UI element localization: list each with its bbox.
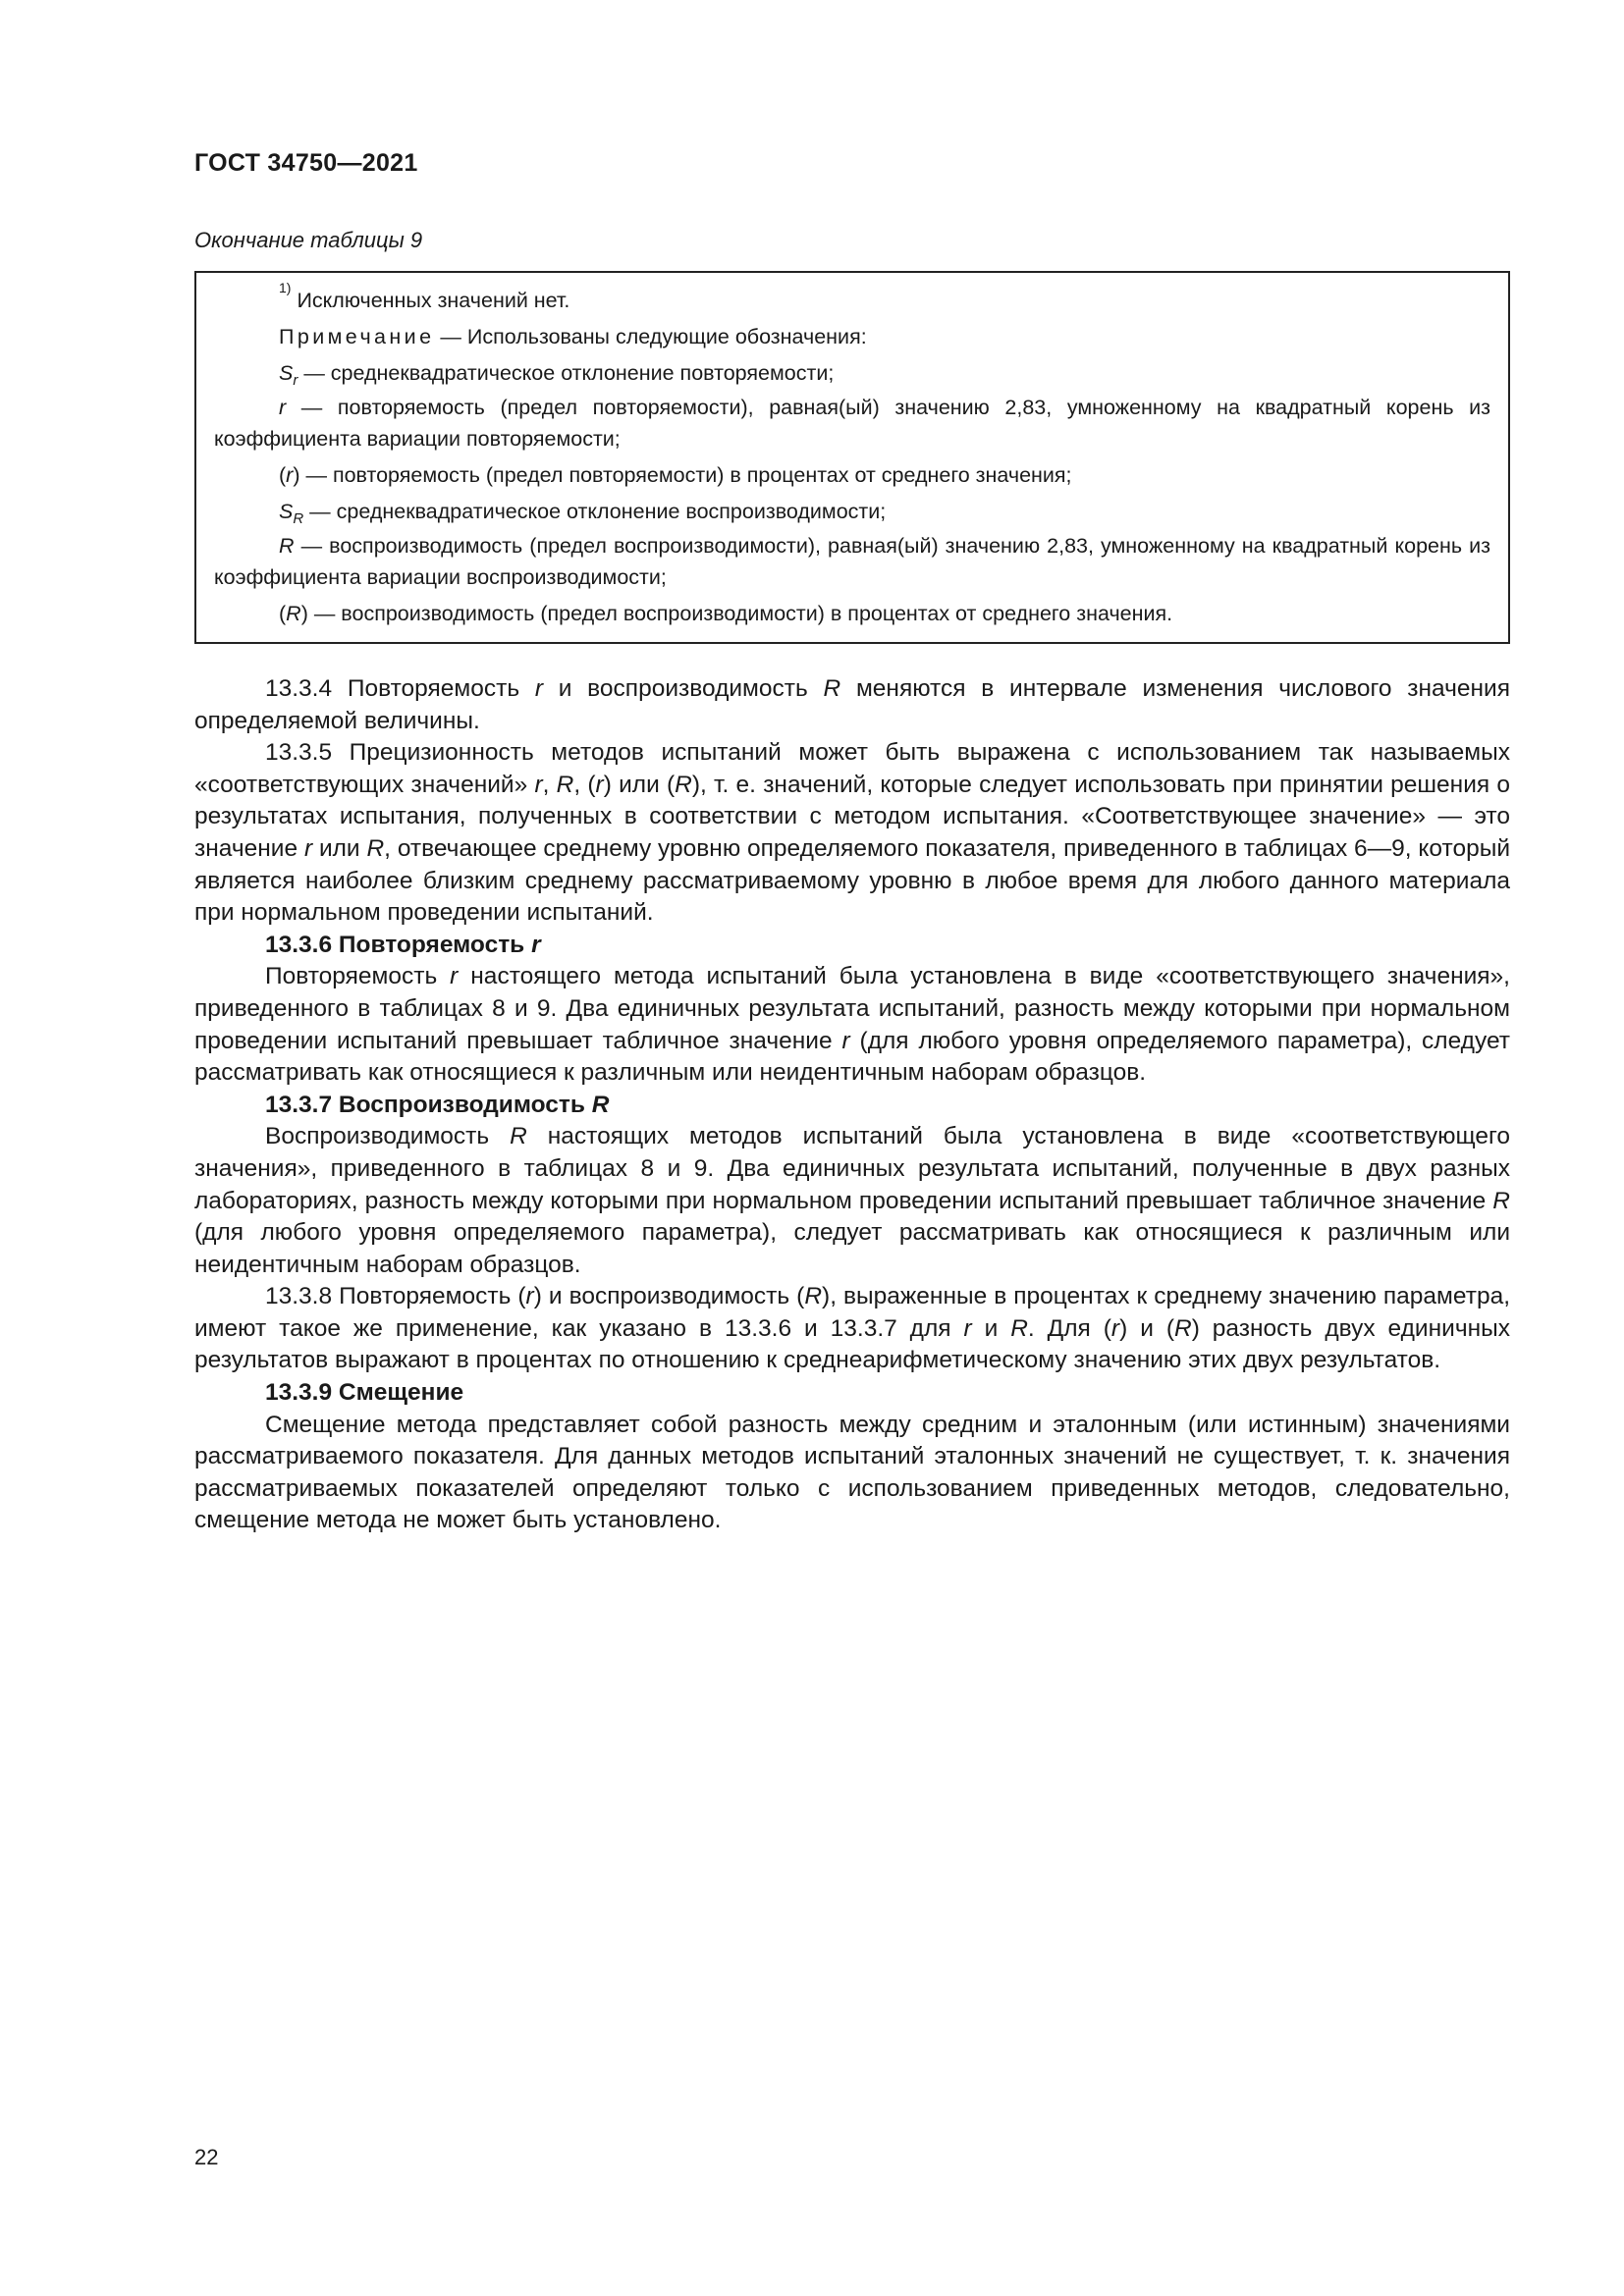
note-intro: [214, 319, 1490, 355]
footnote: [214, 280, 1490, 319]
definition: — среднеквадратическое отклонение воспроизводимости;: [303, 500, 887, 523]
document-header: ГОСТ 34750—2021: [194, 149, 418, 177]
definition: ) — воспроизводимость (предел воспроизводимости) в процентах от среднего значения.: [300, 602, 1173, 625]
heading-13-3-6: 13.3.6 Повторяемость r: [265, 931, 541, 958]
footnote-text: Исключенных значений нет.: [297, 289, 570, 312]
definition: — повторяемость (предел повторяемости), равная(ый) значению 2,83, умноженному на квадратный корень из коэффициента вариации повторяемости;: [214, 396, 1490, 451]
paragraph-13-3-8: 13.3.8 Повторяемость (r) и воспроизводимость (R), выраженные в процентах к среднему значению параметра, имеют такое же применение, как указано в 13.3.6 и 13.3.7 для r и R. Для (r) и (R) разность двух единичных результатов выражают в процентах по отношению к среднеарифметическому значению этих двух результатов.: [194, 1283, 1510, 1374]
symbol: r: [279, 396, 287, 419]
note-item-R: [214, 530, 1490, 593]
symbol: S: [279, 500, 294, 523]
note-intro-text: — Использованы следующие обозначения:: [434, 325, 867, 348]
symbol-subscript: r: [293, 372, 298, 389]
note-item-sr: [214, 355, 1490, 392]
table-notes-box: [194, 271, 1510, 644]
definition: ) — повторяемость (предел повторяемости) в процентах от среднего значения;: [293, 463, 1072, 487]
note-item-R-percent: (R) — воспроизводимость (предел воспроизводимости) в процентах от среднего значения.: [279, 602, 1173, 625]
paragraph-13-3-6: Повторяемость r настоящего метода испытаний была установлена в виде «соответствующего значения», приведенного в таблицах 8 и 9. Два единичных результата испытаний, разность между которыми при нормальном проведении испытаний превышает табличное значение r (для любого уровня определяемого параметра), следует рассматривать как относящиеся к различным или неидентичным наборам образцов.: [194, 963, 1510, 1087]
heading-13-3-9: 13.3.9 Смещение: [265, 1379, 464, 1407]
note-item-r-percent: (r) — повторяемость (предел повторяемости) в процентах от среднего значения;: [279, 463, 1072, 487]
note-item-r: [214, 392, 1490, 454]
paragraph-13-3-7: Воспроизводимость R настоящих методов испытаний была установлена в виде «соответствующего значения», приведенного в таблицах 8 и 9. Два единичных результата испытаний, полученные в двух разных лабораториях, разность между которыми при нормальном проведении испытаний превышает табличное значение R (для любого уровня определяемого параметра), следует рассматривать как относящиеся к различным или неидентичным наборам образцов.: [194, 1123, 1511, 1278]
note-label: Примечание: [279, 325, 435, 348]
symbol: S: [279, 361, 294, 385]
page-number: 22: [194, 2145, 219, 2169]
table-caption: Окончание таблицы 9: [194, 228, 423, 252]
paragraph-13-3-9: Смещение метода представляет собой разность между средним и эталонным (или истинным) значениями рассматриваемого показателя. Для данных методов испытаний эталонных значений не существует, т. к. значения рассматриваемых показателей определяют только с использованием приведенных методов, следовательно, смещение метода не может быть установлено.: [194, 1411, 1510, 1534]
symbol: R: [286, 602, 301, 625]
paragraph-13-3-5: 13.3.5 Прецизионность методов испытаний может быть выражена с использованием так называемых «соответствующих значений» r, R, (r) или (R), т. е. значений, которые следует использовать при принятии решения о результатах испытания, полученных в соответствии с методом испытания. «Соответствующее значение» — это значение r или R, отвечающее среднему уровню определяемого показателя, приведенного в таблицах 6—9, который является наиболее близким среднему рассматриваемому уровню в любое время для любого данного материала при нормальном проведении испытаний.: [194, 739, 1511, 927]
heading-13-3-7: 13.3.7 Воспроизводимость R: [265, 1091, 610, 1118]
definition: — воспроизводимость (предел воспроизводимости), равная(ый) значению 2,83, умноженному на квадратный корень из коэффициента вариации воспроизводимости;: [214, 534, 1490, 589]
main-text: [194, 673, 1510, 1537]
symbol: r: [286, 463, 294, 487]
paragraph-13-3-4: 13.3.4 Повторяемость r и воспроизводимость R меняются в интервале изменения числового значения определяемой величины.: [194, 675, 1510, 734]
definition: — среднеквадратическое отклонение повторяемости;: [298, 361, 835, 385]
footnote-mark: 1): [279, 280, 292, 295]
symbol-subscript: R: [293, 510, 304, 527]
symbol: R: [279, 534, 295, 558]
note-item-sR: [214, 494, 1490, 530]
